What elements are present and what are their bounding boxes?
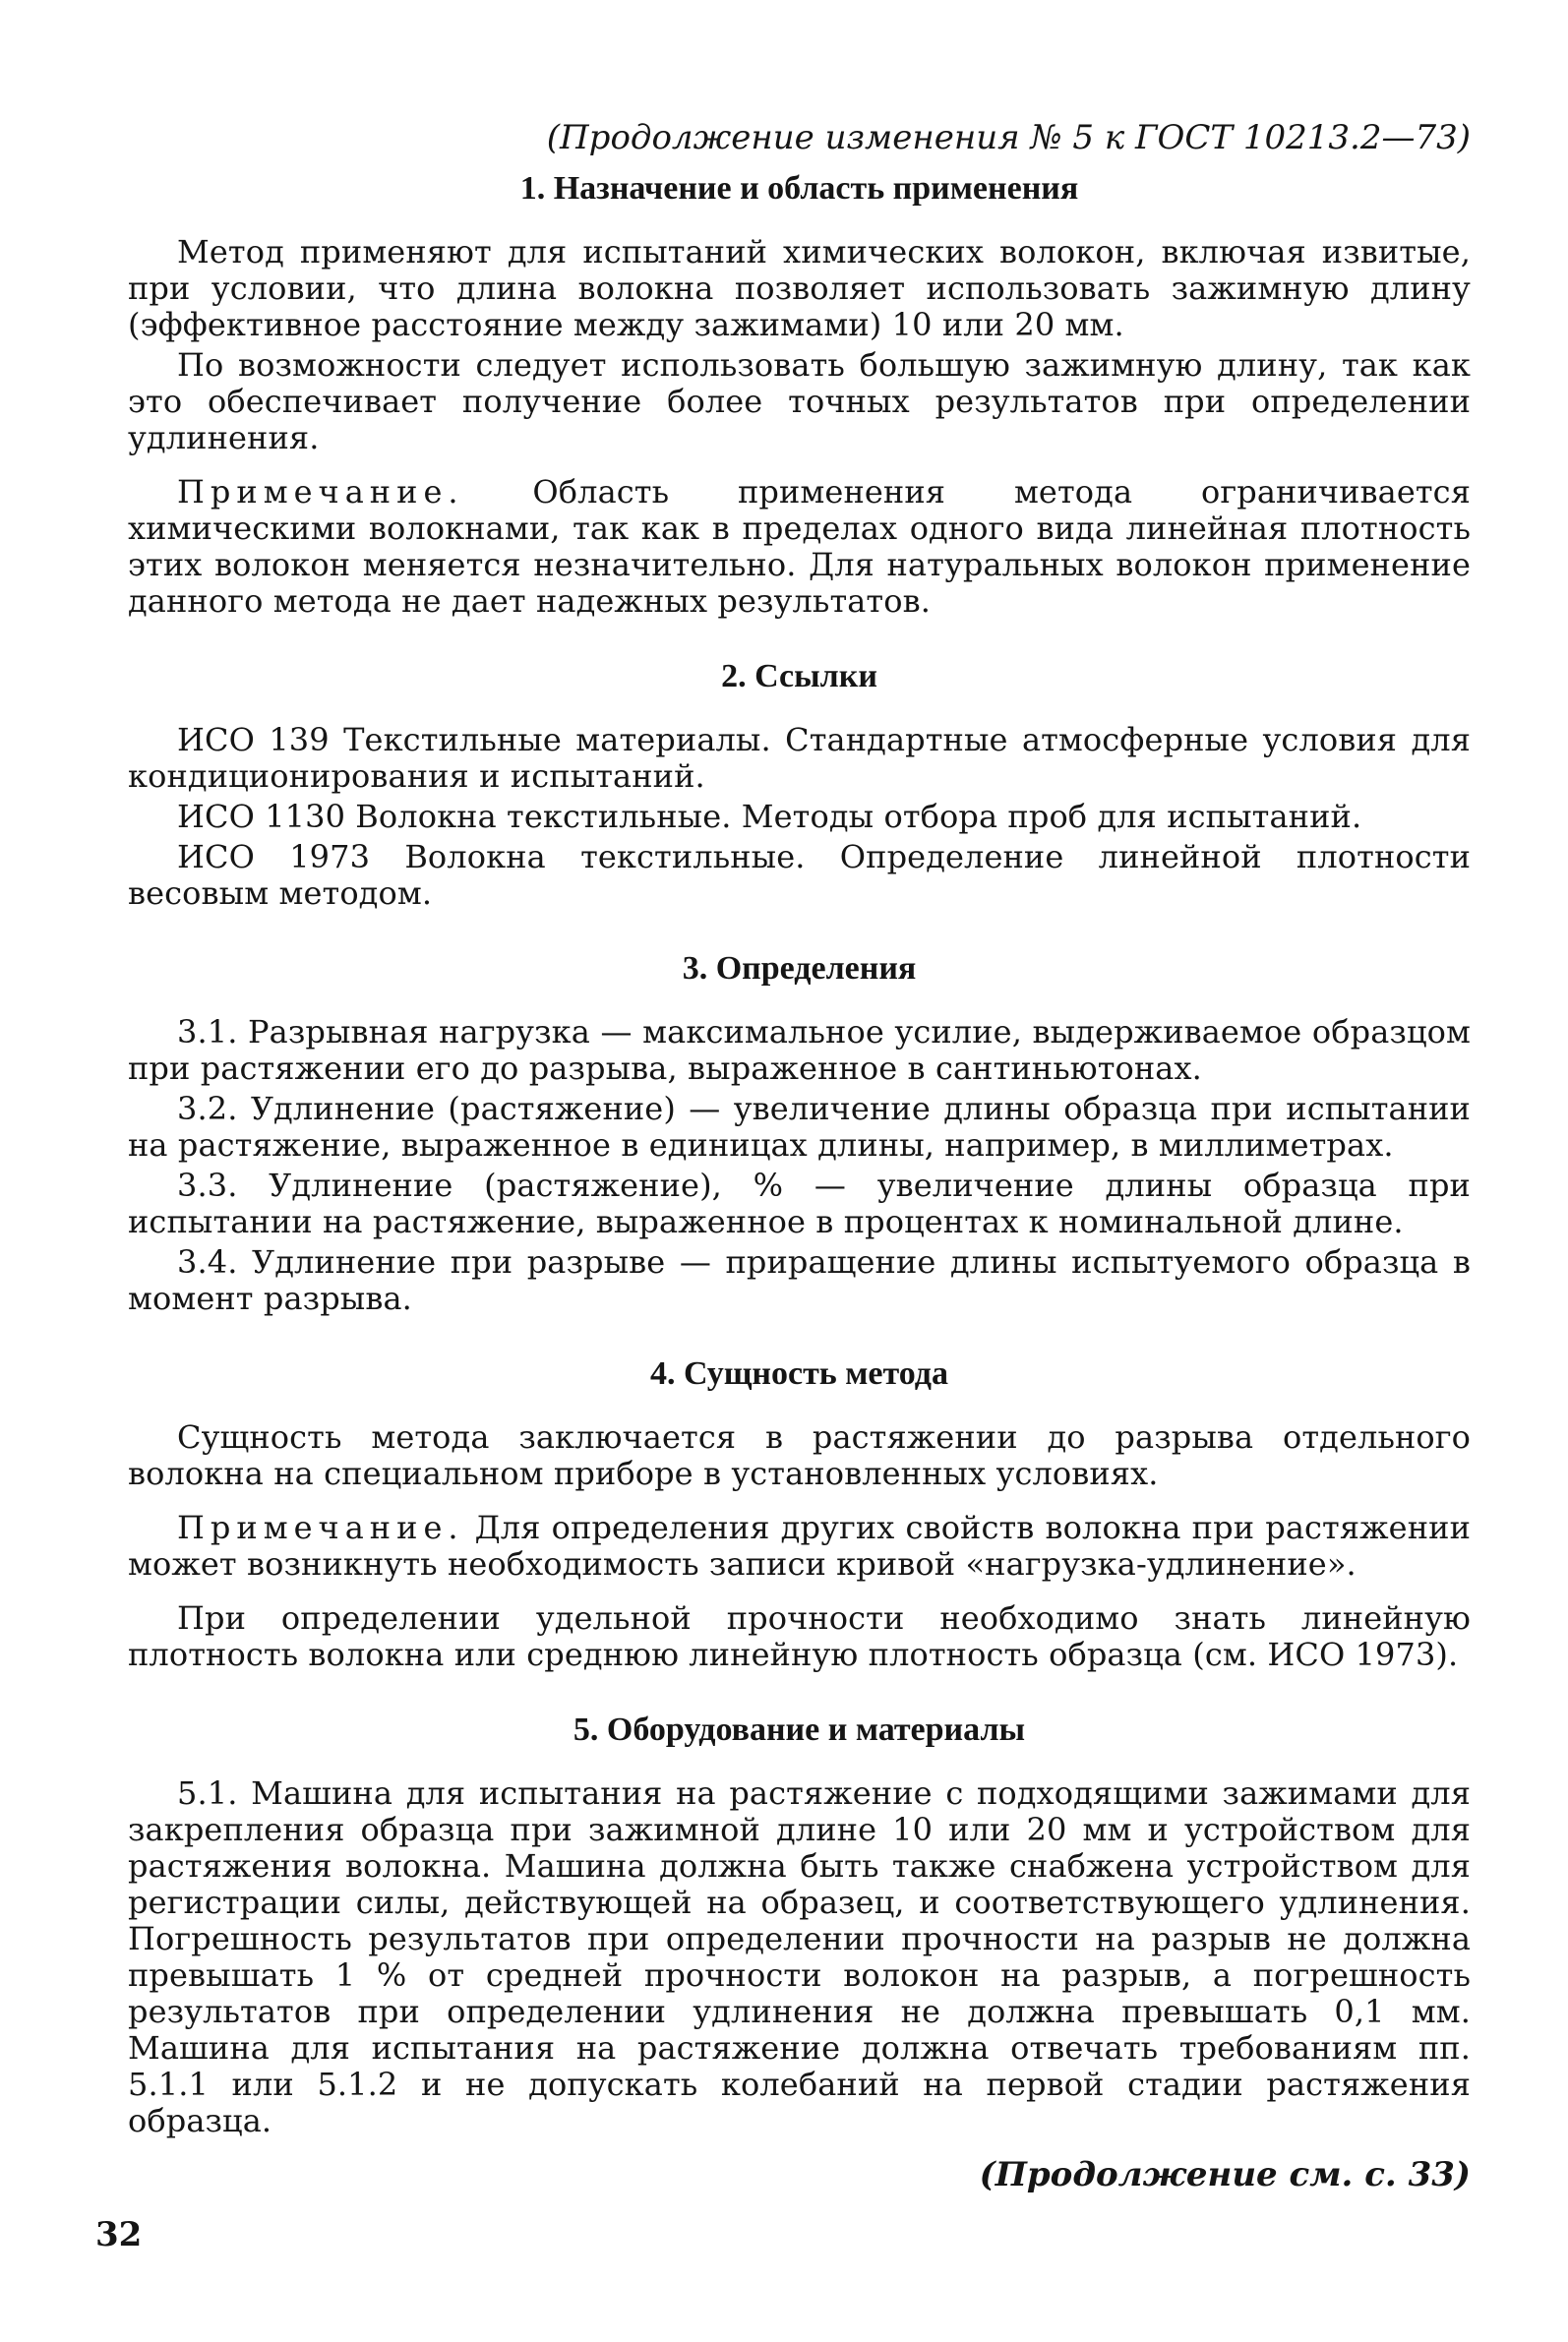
paragraph: По возможности следует использовать большую зажимную длину, так как это обеспечивает получение более точных результатов при определении удлинения.: [128, 346, 1471, 456]
reference-item: ИСО 1130 Волокна текстильные. Методы отбора проб для испытаний.: [177, 798, 1362, 835]
section-title: 1. Назначение и область применения: [519, 170, 1079, 207]
section-title: 2. Ссылки: [721, 658, 877, 694]
paragraph: Метод применяют для испытаний химических волокон, включая извитые, при условии, что длина волокна позволяет использовать зажимную длину (эффективное расстояние между зажимами) 10 или 20 мм.: [128, 233, 1471, 343]
definition-item: 3.1. Разрывная нагрузка — максимальное усилие, выдерживаемое образцом при растяжении его до разрыва, выраженное в сантиньютонах.: [128, 1013, 1471, 1087]
document-page: [128, 116, 1471, 2196]
continuation-header: (Продолжение изменения № 5 к ГОСТ 10213.2—73): [546, 118, 1471, 157]
note-label: Примечание.: [177, 1509, 464, 1546]
reference-item: ИСО 1973 Волокна текстильные. Определение линейной плотности весовым методом.: [128, 838, 1471, 912]
section-title: 4. Сущность метода: [650, 1355, 948, 1392]
note-text: Область применения метода ограничивается химическими волокнами, так как в пределах одного вида линейная плотность этих волокон меняется незначительно. Для натуральных волокон применение данного метода не дает надежных результатов.: [128, 473, 1471, 620]
reference-item: ИСО 139 Текстильные материалы. Стандартные атмосферные условия для кондиционирования и испытаний.: [128, 721, 1471, 795]
note-label: Примечание.: [177, 473, 464, 510]
section-scope: [128, 167, 1471, 620]
paragraph: 5.1. Машина для испытания на растяжение с подходящими зажимами для закрепления образца при зажимной длине 10 или 20 мм и устройством для растяжения волокна. Машина должна быть также снабжена устройством для регистрации силы, действующей на образец, и соответствующего удлинения. Погрешность результатов при определении прочности на разрыв не должна превышать 1 % от средней прочности волокон на разрыв, а погрешность результатов при определении удлинения не должна превышать 0,1 мм. Машина для испытания на растяжение должна отвечать требованиям пп. 5.1.1 или 5.1.2 и не допускать колебаний на первой стадии растяжения образца.: [128, 1774, 1471, 2139]
section-equipment: [128, 1709, 1471, 2139]
note-text: Для определения других свойств волокна при растяжении может возникнуть необходимость записи кривой «нагрузка-удлинение».: [128, 1509, 1471, 1583]
section-title: 3. Определения: [682, 950, 917, 987]
definition-item: 3.2. Удлинение (растяжение) — увеличение длины образца при испытании на растяжение, выраженное в единицах длины, например, в миллиметрах.: [128, 1090, 1471, 1164]
continuation-footer: (Продолжение см. с. 33): [979, 2155, 1471, 2194]
section-method-essence: [128, 1352, 1471, 1673]
definition-item: 3.4. Удлинение при разрыве — приращение длины испытуемого образца в момент разрыва.: [128, 1243, 1471, 1317]
paragraph: При определении удельной прочности необходимо знать линейную плотность волокна или среднюю линейную плотность образца (см. ИСО 1973).: [128, 1599, 1471, 1673]
section-references: [128, 655, 1471, 912]
page-number: 32: [95, 2215, 143, 2254]
section-definitions: [128, 947, 1471, 1317]
definition-item: 3.3. Удлинение (растяжение), % — увеличение длины образца при испытании на растяжение, выраженное в процентах к номинальной длине.: [128, 1167, 1471, 1240]
section-title: 5. Оборудование и материалы: [573, 1711, 1026, 1748]
note-paragraph: [128, 1510, 1471, 1583]
note-paragraph: [128, 474, 1471, 620]
paragraph: Сущность метода заключается в растяжении до разрыва отдельного волокна на специальном приборе в установленных условиях.: [128, 1418, 1471, 1492]
